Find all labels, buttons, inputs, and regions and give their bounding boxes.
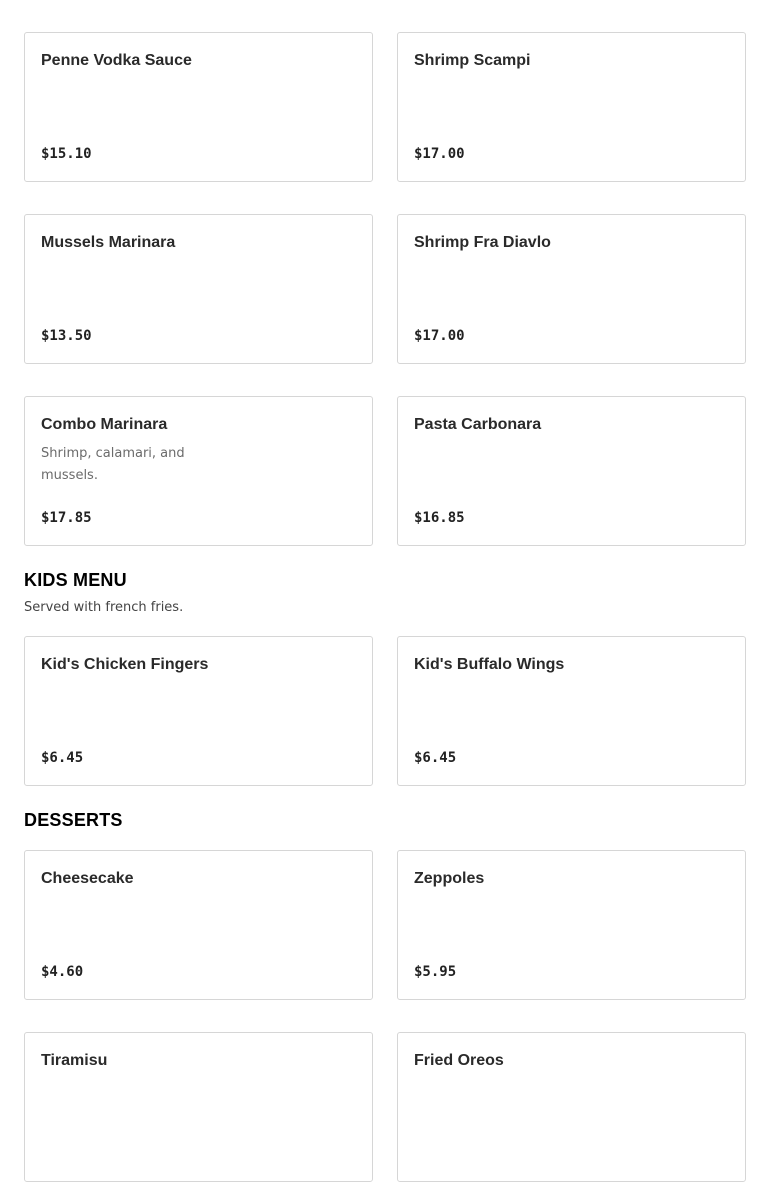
section-subtitle-kids-menu: Served with french fries. — [24, 600, 184, 615]
menu-item-price: $5.95 — [414, 964, 457, 980]
menu-item-name: Cheesecake — [41, 870, 134, 887]
menu-item-name: Zeppoles — [414, 870, 485, 887]
menu-item-card[interactable] — [397, 1032, 746, 1182]
menu-item-name: Shrimp Fra Diavlo — [414, 234, 551, 251]
menu-item-price: $13.50 — [41, 328, 92, 344]
menu-item-card[interactable] — [24, 32, 373, 182]
menu-item-card[interactable] — [24, 850, 373, 1000]
menu-item-card[interactable] — [24, 1032, 373, 1182]
menu-item-card[interactable] — [397, 850, 746, 1000]
menu-item-card[interactable] — [24, 636, 373, 786]
menu-item-name: Fried Oreos — [414, 1052, 504, 1069]
menu-item-card[interactable] — [397, 396, 746, 546]
menu-item-price: $17.00 — [414, 328, 465, 344]
section-title-desserts: DESSERTS — [24, 810, 123, 830]
previous-section-edge — [24, 0, 746, 1]
menu-item-card[interactable] — [397, 636, 746, 786]
menu-item-price: $15.10 — [41, 146, 92, 162]
menu-item-card[interactable] — [397, 214, 746, 364]
menu-item-price: $17.00 — [414, 146, 465, 162]
menu-item-card[interactable] — [397, 32, 746, 182]
menu-item-name: Shrimp Scampi — [414, 52, 531, 69]
menu-item-name: Mussels Marinara — [41, 234, 176, 251]
menu-item-name: Tiramisu — [41, 1052, 108, 1069]
menu-item-name: Kid's Chicken Fingers — [41, 656, 209, 673]
menu-item-price: $6.45 — [41, 750, 84, 766]
menu-item-price: $17.85 — [41, 510, 92, 526]
menu-item-card[interactable] — [24, 396, 373, 546]
menu-item-price: $4.60 — [41, 964, 84, 980]
section-title-kids-menu: KIDS MENU — [24, 570, 127, 590]
menu-item-price: $6.45 — [414, 750, 457, 766]
menu-item-description: Shrimp, calamari, and mussels. — [41, 446, 185, 483]
menu-item-card[interactable] — [24, 214, 373, 364]
menu-item-name: Combo Marinara — [41, 416, 168, 433]
menu-item-price: $16.85 — [414, 510, 465, 526]
menu-item-name: Kid's Buffalo Wings — [414, 656, 565, 673]
menu-item-name: Penne Vodka Sauce — [41, 52, 192, 69]
menu-item-name: Pasta Carbonara — [414, 416, 542, 433]
